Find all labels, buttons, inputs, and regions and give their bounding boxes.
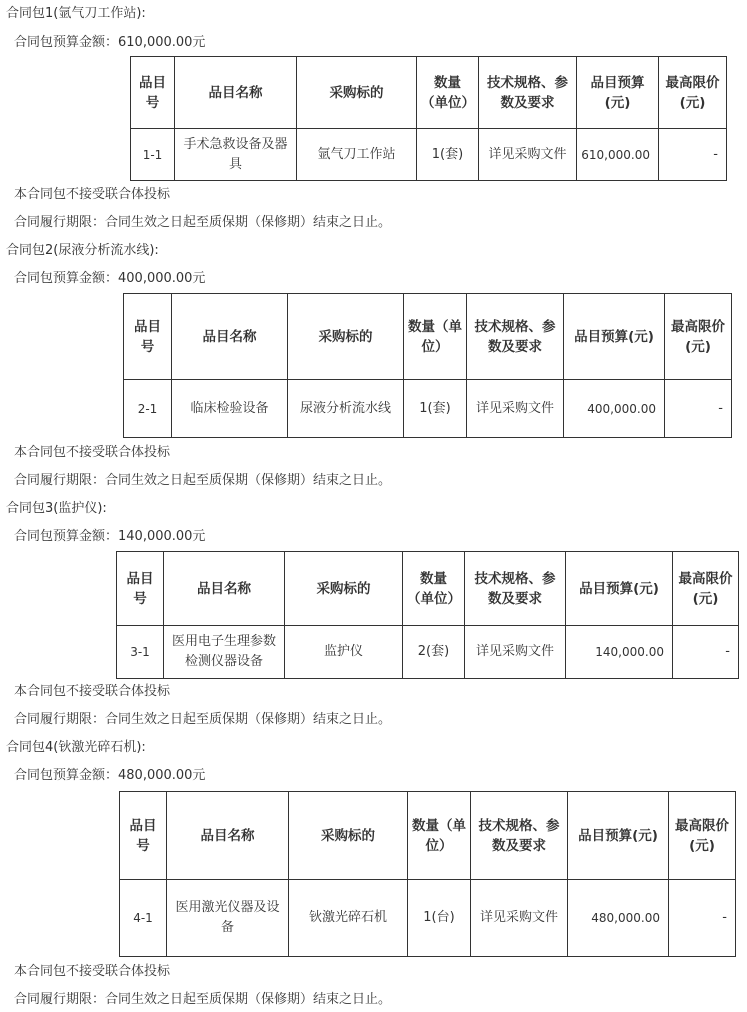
- cell-max-price: -: [669, 880, 736, 957]
- package-1-term: 合同履行期限：合同生效之日起至质保期（保修期）结束之日止。: [14, 215, 392, 230]
- header-budget: 品目预算(元): [566, 552, 673, 626]
- header-budget: 品目预算(元): [564, 294, 665, 380]
- header-spec: 技术规格、参数及要求: [479, 57, 577, 129]
- table-header-row: [120, 792, 736, 880]
- cell-max-price: -: [673, 626, 739, 679]
- package-2-budget: 合同包预算金额：400,000.00元: [14, 271, 206, 286]
- package-2-term: 合同履行期限：合同生效之日起至质保期（保修期）结束之日止。: [14, 473, 392, 488]
- table-header-row: [131, 57, 727, 129]
- header-item-no: 品目号: [120, 792, 167, 880]
- package-3-table: [116, 551, 739, 679]
- cell-max-price: -: [665, 380, 732, 438]
- header-item-no: 品目号: [131, 57, 175, 129]
- header-item-name: 品目名称: [172, 294, 288, 380]
- cell-quantity: 1(台): [408, 880, 471, 957]
- package-4-table: [119, 791, 736, 957]
- header-budget: 品目预算(元): [568, 792, 669, 880]
- header-item-name: 品目名称: [164, 552, 285, 626]
- package-4-budget: 合同包预算金额：480,000.00元: [14, 768, 206, 783]
- cell-item-no: 1-1: [131, 129, 175, 181]
- package-1-title: 合同包1(氩气刀工作站):: [6, 6, 146, 21]
- cell-budget: 400,000.00: [564, 380, 665, 438]
- header-target: 采购标的: [289, 792, 408, 880]
- header-quantity: 数量（单位）: [408, 792, 471, 880]
- table-row: [131, 129, 727, 181]
- header-quantity: 数量（单位）: [417, 57, 479, 129]
- cell-quantity: 1(套): [417, 129, 479, 181]
- package-2-title: 合同包2(尿液分析流水线):: [6, 243, 159, 258]
- package-4-consortium: 本合同包不接受联合体投标: [14, 964, 171, 979]
- cell-item-no: 3-1: [117, 626, 164, 679]
- cell-target: 钬激光碎石机: [289, 880, 408, 957]
- cell-budget: 480,000.00: [568, 880, 669, 957]
- header-spec: 技术规格、参数及要求: [467, 294, 564, 380]
- table-header-row: [117, 552, 739, 626]
- package-2-consortium: 本合同包不接受联合体投标: [14, 445, 171, 460]
- cell-target: 尿液分析流水线: [288, 380, 404, 438]
- cell-budget: 610,000.00: [577, 129, 659, 181]
- package-4-term: 合同履行期限：合同生效之日起至质保期（保修期）结束之日止。: [14, 992, 392, 1007]
- package-1-table: [130, 56, 727, 181]
- cell-target: 监护仪: [285, 626, 403, 679]
- header-item-no: 品目号: [117, 552, 164, 626]
- cell-spec: 详见采购文件: [479, 129, 577, 181]
- header-spec: 技术规格、参数及要求: [471, 792, 568, 880]
- cell-budget: 140,000.00: [566, 626, 673, 679]
- header-target: 采购标的: [285, 552, 403, 626]
- cell-spec: 详见采购文件: [467, 380, 564, 438]
- header-item-name: 品目名称: [167, 792, 289, 880]
- header-quantity: 数量（单位）: [403, 552, 465, 626]
- header-max-price: 最高限价(元): [669, 792, 736, 880]
- header-max-price: 最高限价(元): [673, 552, 739, 626]
- cell-spec: 详见采购文件: [471, 880, 568, 957]
- package-3-consortium: 本合同包不接受联合体投标: [14, 684, 171, 699]
- package-1-budget: 合同包预算金额：610,000.00元: [14, 35, 206, 50]
- package-1-consortium: 本合同包不接受联合体投标: [14, 187, 171, 202]
- cell-max-price: -: [659, 129, 727, 181]
- package-3-term: 合同履行期限：合同生效之日起至质保期（保修期）结束之日止。: [14, 712, 392, 727]
- cell-item-name: 医用激光仪器及设备: [167, 880, 289, 957]
- header-spec: 技术规格、参数及要求: [465, 552, 566, 626]
- cell-item-no: 4-1: [120, 880, 167, 957]
- header-max-price: 最高限价(元): [659, 57, 727, 129]
- package-3-title: 合同包3(监护仪):: [6, 501, 107, 516]
- cell-quantity: 2(套): [403, 626, 465, 679]
- package-2-table: [123, 293, 732, 438]
- package-3-budget: 合同包预算金额：140,000.00元: [14, 529, 206, 544]
- header-item-no: 品目号: [124, 294, 172, 380]
- header-target: 采购标的: [297, 57, 417, 129]
- cell-item-name: 医用电子生理参数检测仪器设备: [164, 626, 285, 679]
- table-row: [120, 880, 736, 957]
- table-header-row: [124, 294, 732, 380]
- cell-item-no: 2-1: [124, 380, 172, 438]
- cell-item-name: 手术急救设备及器具: [175, 129, 297, 181]
- header-target: 采购标的: [288, 294, 404, 380]
- package-4-title: 合同包4(钬激光碎石机):: [6, 740, 146, 755]
- cell-target: 氩气刀工作站: [297, 129, 417, 181]
- table-row: [124, 380, 732, 438]
- cell-quantity: 1(套): [404, 380, 467, 438]
- header-item-name: 品目名称: [175, 57, 297, 129]
- header-quantity: 数量（单位）: [404, 294, 467, 380]
- header-budget: 品目预算(元): [577, 57, 659, 129]
- header-max-price: 最高限价(元): [665, 294, 732, 380]
- cell-spec: 详见采购文件: [465, 626, 566, 679]
- table-row: [117, 626, 739, 679]
- cell-item-name: 临床检验设备: [172, 380, 288, 438]
